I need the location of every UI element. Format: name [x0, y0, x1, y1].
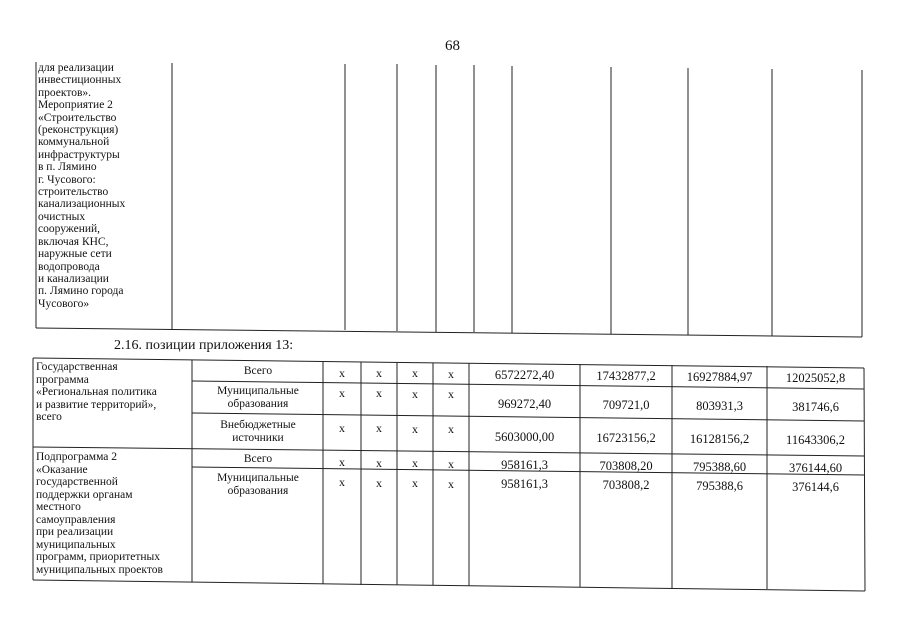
program2-row1-val2: 703808,20: [599, 459, 653, 473]
program1-name: Государственная программа «Региональная политика и развитие территорий», всего: [36, 361, 157, 423]
program2-row2-x2: x: [376, 476, 382, 490]
program2-name: Подпрограмма 2 «Оказание государственной поддержки органам местного самоуправления при реализации муниципальных программ, приоритетных муниципальных проектов: [36, 451, 163, 576]
program2-row1-x2: x: [376, 456, 382, 470]
program1-row1-x3: x: [412, 366, 418, 380]
program2-row1-val4: 376144,60: [788, 461, 843, 475]
section-label: 2.16. позиции приложения 13:: [114, 338, 294, 353]
program1-row2-x1: x: [339, 386, 345, 400]
program1-row3-val4: 11643306,2: [786, 433, 845, 447]
program2-row1-x3: x: [412, 456, 418, 470]
program1-row1-x1: x: [339, 366, 345, 380]
program2-row2-val3: 795388,6: [696, 479, 743, 493]
program1-row2-val2: 709721,0: [602, 398, 650, 412]
program1-row1-x2: x: [376, 366, 382, 380]
program1-row3-x1: x: [339, 421, 345, 435]
program1-row3-x2: x: [376, 421, 382, 435]
program2-row2-x4: x: [448, 477, 454, 491]
program1-row2-x4: x: [448, 387, 454, 401]
program2-row1-source: Всего: [243, 453, 273, 465]
program2-row2-x1: x: [339, 475, 345, 489]
program2-row2-val2: 703808,2: [602, 478, 650, 492]
program1-row2-val3: 803931,3: [696, 399, 743, 413]
program1-row1-x4: x: [448, 367, 454, 381]
program2-row2-val1: 958161,3: [501, 477, 548, 491]
program1-row2-val4: 381746,6: [792, 400, 839, 414]
program2-row2-val4: 376144,6: [792, 480, 839, 494]
program2-row1-x4: x: [448, 457, 454, 471]
program1-row1-val4: 12025052,8: [785, 371, 846, 385]
program2-row1-val1: 958161,3: [501, 458, 548, 472]
program1-row2-x3: x: [412, 387, 418, 401]
program1-row1-val3: 16927884,97: [686, 370, 753, 384]
program1-row3-val3: 16128156,2: [689, 432, 750, 446]
program2-row1-val3: 795388,60: [692, 460, 747, 474]
program1-row1-val2: 17432877,2: [596, 369, 656, 383]
table1-description: для реализации инвестиционных проектов». Мероприятие 2 «Строительство (реконструкция) коммунальной инфраструктуры в п. Лямино г. Чусового: строительство канализационных очистных сооружений, включая КНС, наружные сети водопровода и канализации п. Лямино города Чусового»: [38, 62, 126, 310]
program2-row2-x3: x: [412, 476, 418, 490]
program1-row2-source: Муниципальные образования: [217, 385, 299, 410]
program1-row2-x2: x: [376, 386, 382, 400]
program1-row2-val1: 969272,40: [497, 397, 552, 411]
program2-row1-x1: x: [339, 455, 345, 469]
page-number: 68: [445, 38, 460, 54]
program1-row3-x4: x: [448, 422, 454, 436]
program1-row1-source: Всего: [243, 365, 273, 377]
program2-row2-source: Муниципальные образования: [217, 472, 299, 497]
program1-row1-val1: 6572272,40: [494, 368, 555, 382]
program1-row3-val2: 16723156,2: [596, 431, 656, 445]
program1-row3-x3: x: [412, 422, 418, 436]
program1-row3-source: Внебюджетные источники: [220, 419, 296, 444]
program1-row3-val1: 5603000,00: [494, 430, 555, 444]
